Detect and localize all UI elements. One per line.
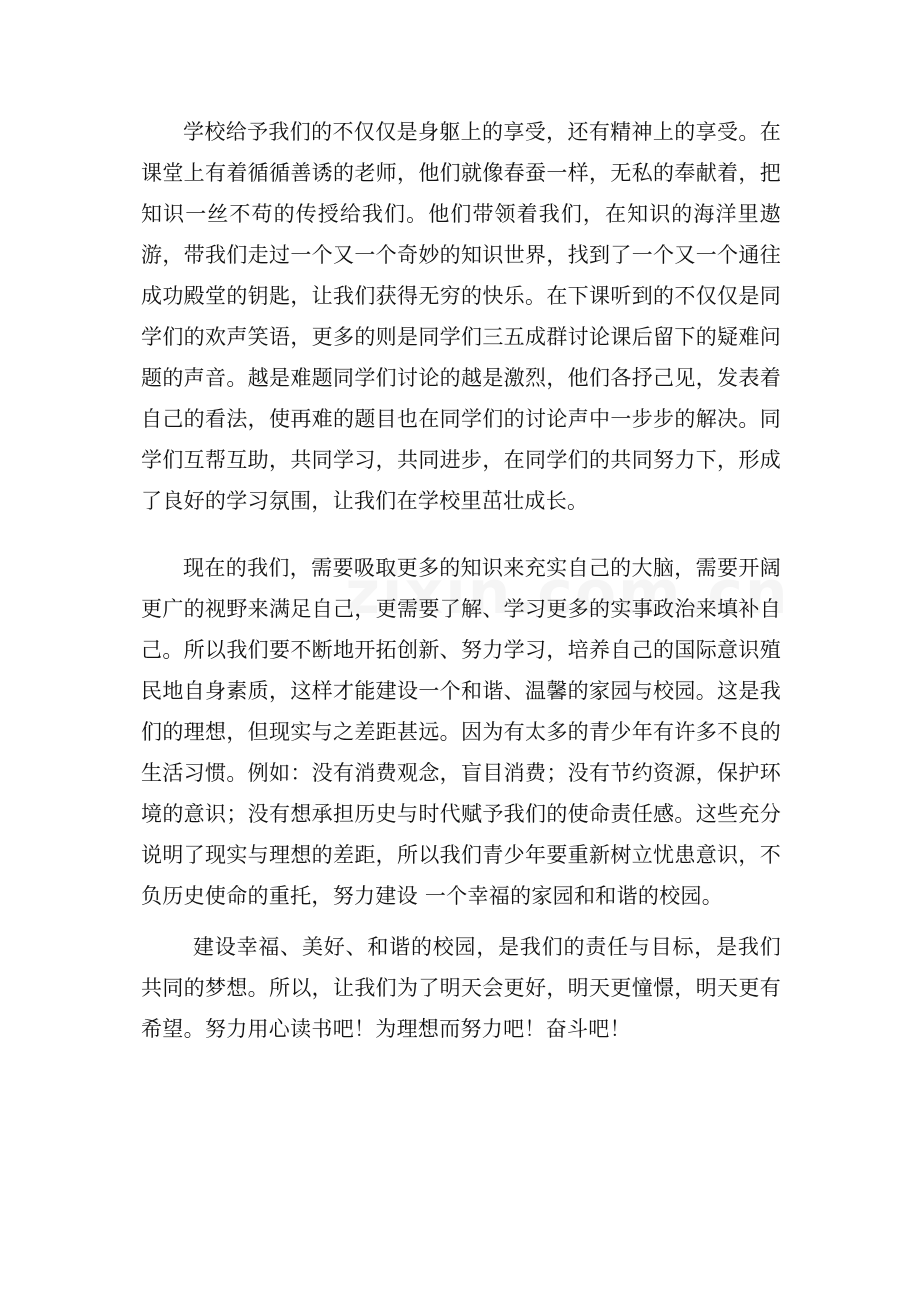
paragraph-conclusion: 建设幸福、美好、和谐的校园，是我们的责任与目标，是我们共同的梦想。所以，让我们为了明天会更好，明天更憧憬，明天更有希望。努力用心读书吧！为理想而努力吧！奋斗吧！ [141, 935, 781, 1041]
paragraph-ideals-reality: 现在的我们，需要吸取更多的知识来充实自己的大脑，需要开阔更广的视野来满足自己，更需要了解、学习更多的实事政治来填补自己。所以我们要不断地开拓创新、努力学习，培养自己的国际意识殖民地自身素质，这样才能建设一个和谐、温馨的家园与校园。这是我们的理想，但现实与之差距甚远。因为有太多的青少年有许多不良的生活习惯。例如：没有消费观念，盲目消费；没有节约资源，保护环境的意识；没有想承担历史与时代赋予我们的使命责任感。这些充分说明了现实与理想的差距，所以我们青少年要重新树立忧患意识，不负历史使命的重托，努力建设 一个幸福的家园和和谐的校园。 [141, 556, 781, 908]
paragraph-school-life: 学校给予我们的不仅仅是身躯上的享受，还有精神上的享受。在课堂上有着循循善诱的老师，他们就像春蚕一样，无私的奉献着，把知识一丝不苟的传授给我们。他们带领着我们，在知识的海洋里遨游，带我们走过一个又一个奇妙的知识世界，找到了一个又一个通往成功殿堂的钥匙，让我们获得无穷的快乐。在下课听到的不仅仅是同学们的欢声笑语，更多的则是同学们三五成群讨论课后留下的疑难问题的声音。越是难题同学们讨论的越是激烈，他们各抒己见，发表着自己的看法，使再难的题目也在同学们的讨论声中一步步的解决。同学们互帮互助，共同学习，共同进步，在同学们的共同努力下，形成了良好的学习氛围，让我们在学校里茁壮成长。 [141, 120, 781, 513]
document-body [141, 112, 781, 1050]
